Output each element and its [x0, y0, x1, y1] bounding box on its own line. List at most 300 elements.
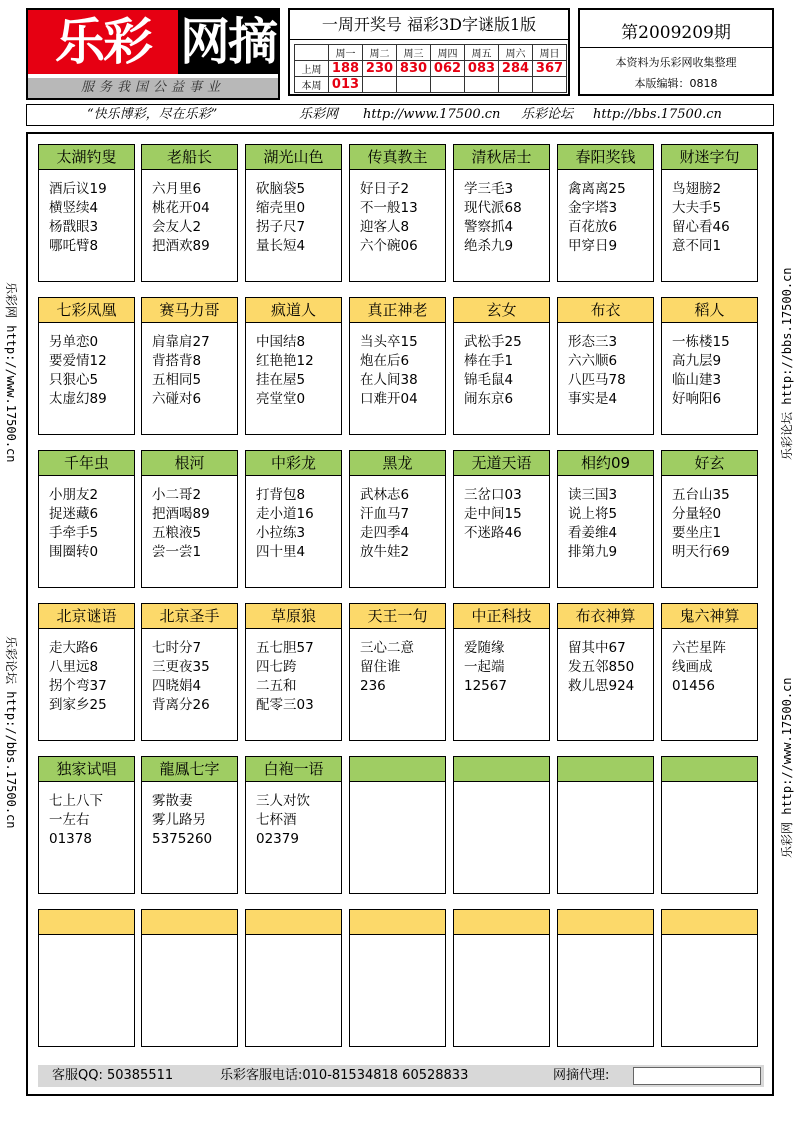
riddle-line [672, 1002, 757, 1021]
riddle-line [152, 964, 237, 983]
riddle-line: 五台山35 [672, 487, 730, 503]
side-text-left-bottom: 乐彩论坛 http://bbs.17500.cn [4, 636, 18, 829]
card-title: 无道天语 [454, 451, 549, 476]
customer-qq: 客服QQ: 50385511 [52, 1068, 174, 1083]
card-body [246, 935, 341, 1021]
customer-phone: 乐彩客服电话:010-81534818 60528833 [220, 1068, 469, 1083]
riddle-line [360, 811, 445, 830]
riddle-card [661, 144, 758, 282]
card-title [350, 757, 445, 782]
card-body [350, 935, 445, 1021]
riddle-card [453, 144, 550, 282]
card-body [142, 476, 237, 562]
riddle-line: 桃花开04 [152, 200, 210, 216]
riddle-line: 迎客人8 [360, 219, 410, 235]
riddle-card [661, 450, 758, 588]
draw-number: 013 [329, 77, 363, 93]
riddle-line [464, 811, 549, 830]
riddle-line: 形态三3 [568, 334, 618, 350]
card-title: 鬼六神算 [662, 604, 757, 629]
riddle-line: 学三毛3 [464, 181, 514, 197]
card-body [246, 476, 341, 562]
riddle-card [141, 144, 238, 282]
riddle-line: 缩壳里0 [256, 200, 306, 216]
card-body [39, 476, 134, 562]
riddle-line: 一起端 [464, 659, 505, 675]
card-body [142, 170, 237, 256]
card-body [558, 170, 653, 256]
riddle-line: 发五邻850 [568, 659, 635, 675]
riddle-line: 留心看46 [672, 219, 730, 235]
card-title: 黑龙 [350, 451, 445, 476]
riddle-line: 配零三03 [256, 697, 314, 713]
riddle-line [360, 696, 445, 715]
card-title [142, 910, 237, 935]
agent-field[interactable] [633, 1067, 761, 1085]
card-title [39, 910, 134, 935]
riddle-card [245, 144, 342, 282]
card-title: 真正神老 [350, 298, 445, 323]
riddle-line [672, 830, 757, 849]
riddle-card [557, 297, 654, 435]
card-body [142, 323, 237, 409]
riddle-card [557, 450, 654, 588]
riddle-line: 绝杀九9 [464, 238, 514, 254]
card-body [454, 323, 549, 409]
card-body [558, 323, 653, 409]
draw-title: 一周开奖号 福彩3D字谜版1版 [290, 10, 568, 40]
riddle-line [152, 945, 237, 964]
riddle-line [360, 983, 445, 1002]
riddle-card [245, 450, 342, 588]
card-body [39, 935, 134, 1021]
riddle-line: 拐个弯37 [49, 678, 107, 694]
riddle-line [464, 1002, 549, 1021]
card-body [246, 170, 341, 256]
riddle-line [360, 1002, 445, 1021]
riddle-line: 要爱情12 [49, 353, 107, 369]
riddle-line: 三人对饮 [256, 793, 310, 809]
weekday-cell: 周日 [533, 45, 567, 61]
riddle-line: 红艳艳12 [256, 353, 314, 369]
riddle-card [141, 450, 238, 588]
riddle-line [256, 964, 341, 983]
weekday-cell: 周五 [465, 45, 499, 61]
riddle-line: 中国结8 [256, 334, 306, 350]
riddle-line: 锦毛鼠4 [464, 372, 514, 388]
riddle-card [245, 603, 342, 741]
riddle-line: 走中间15 [464, 506, 522, 522]
riddle-line: 现代派68 [464, 200, 522, 216]
riddle-line [568, 849, 653, 868]
riddle-card [349, 144, 446, 282]
card-body [454, 935, 549, 1021]
riddle-line: 大夫手5 [672, 200, 722, 216]
card-body [350, 476, 445, 562]
draw-number [465, 77, 499, 93]
card-body [454, 170, 549, 256]
riddle-line: 金字塔3 [568, 200, 618, 216]
card-body [39, 323, 134, 409]
card-title: 赛马力哥 [142, 298, 237, 323]
riddle-line: 汗血马7 [360, 506, 410, 522]
riddle-card [141, 603, 238, 741]
issue-number: 第2009209期 [580, 18, 772, 48]
side-text-right-top: 乐彩论坛 http://bbs.17500.cn [780, 267, 794, 460]
draw-number [499, 77, 533, 93]
riddle-card [557, 909, 654, 1047]
riddle-line [464, 792, 549, 811]
riddle-line: 雾散妻 [152, 793, 193, 809]
card-title: 疯道人 [246, 298, 341, 323]
riddle-line: 好响阳6 [672, 391, 722, 407]
riddle-line: 意不同1 [672, 238, 722, 254]
riddle-line: 砍脑袋5 [256, 181, 306, 197]
riddle-line: 肩靠肩27 [152, 334, 210, 350]
card-title: 布衣神算 [558, 604, 653, 629]
riddle-line: 三心二意 [360, 640, 414, 656]
draw-number [397, 77, 431, 93]
card-title: 天王一句 [350, 604, 445, 629]
riddle-line: 留其中67 [568, 640, 626, 656]
riddle-line: 五粮液5 [152, 525, 202, 541]
riddle-card [245, 756, 342, 894]
riddle-line: 一栋楼15 [672, 334, 730, 350]
riddle-line: 会友人2 [152, 219, 202, 235]
riddle-card [661, 603, 758, 741]
riddle-line: 01378 [49, 831, 92, 847]
card-title [558, 910, 653, 935]
riddle-line: 一左右 [49, 812, 90, 828]
riddle-line: 分量轻0 [672, 506, 722, 522]
card-body [142, 935, 237, 1021]
editor-note: 本版编辑：0818 [634, 77, 718, 90]
riddle-line: 六个碗06 [360, 238, 418, 254]
riddle-line [672, 983, 757, 1002]
riddle-line [49, 1002, 134, 1021]
riddle-line: 尝一尝1 [152, 544, 202, 560]
riddle-card [349, 297, 446, 435]
draw-number: 230 [363, 61, 397, 77]
weekly-draw-panel [288, 8, 570, 96]
riddle-card [453, 756, 550, 894]
riddle-line: 背离分26 [152, 697, 210, 713]
card-body [39, 782, 134, 868]
riddle-card [349, 450, 446, 588]
site1-link[interactable]: http://www.17500.cn [363, 107, 501, 122]
draw-number [431, 77, 465, 93]
last-week-row [295, 61, 567, 77]
card-body [350, 170, 445, 256]
riddle-line: 七时分7 [152, 640, 202, 656]
card-body [662, 782, 757, 868]
riddle-line: 太虚幻89 [49, 391, 107, 407]
riddle-line [360, 945, 445, 964]
riddle-line: 小朋友2 [49, 487, 99, 503]
riddle-card [38, 297, 135, 435]
riddle-line [49, 945, 134, 964]
riddle-card [38, 756, 135, 894]
card-body [246, 629, 341, 715]
riddle-card [453, 297, 550, 435]
weekday-cell: 周二 [363, 45, 397, 61]
riddle-line: 放牛娃2 [360, 544, 410, 560]
logo-red-text: 乐彩 [28, 10, 178, 74]
card-body [246, 782, 341, 868]
draw-number: 367 [533, 61, 567, 77]
draw-number [533, 77, 567, 93]
card-title: 北京谜语 [39, 604, 134, 629]
card-title: 相约09 [558, 451, 653, 476]
logo [26, 8, 280, 100]
riddle-card [141, 909, 238, 1047]
riddle-line: 横竖续4 [49, 200, 99, 216]
riddle-line [568, 792, 653, 811]
card-title [662, 910, 757, 935]
riddle-line: 12567 [464, 678, 507, 694]
riddle-line [672, 964, 757, 983]
riddle-card [141, 756, 238, 894]
riddle-line [464, 983, 549, 1002]
riddle-line: 武松手25 [464, 334, 522, 350]
riddle-card [349, 909, 446, 1047]
card-body [350, 782, 445, 868]
riddle-line: 打背包8 [256, 487, 306, 503]
card-title: 老船长 [142, 145, 237, 170]
motto-quote: “快乐博彩，尽在乐彩” [87, 107, 218, 122]
card-title: 根河 [142, 451, 237, 476]
motto-bar [26, 104, 774, 126]
riddle-line [464, 543, 549, 562]
riddle-line [256, 1002, 341, 1021]
riddle-card [38, 450, 135, 588]
logo-black-text: 网摘 [178, 10, 278, 74]
riddle-line: 救儿思924 [568, 678, 635, 694]
weekday-cell: 周四 [431, 45, 465, 61]
riddle-line: 02379 [256, 831, 299, 847]
riddle-line: 量长短4 [256, 238, 306, 254]
riddle-line: 把酒欢89 [152, 238, 210, 254]
riddle-line [49, 849, 134, 868]
weekday-cell: 周六 [499, 45, 533, 61]
riddle-card [453, 909, 550, 1047]
riddle-card [661, 756, 758, 894]
card-title: 中正科技 [454, 604, 549, 629]
riddle-line: 七杯酒 [256, 812, 297, 828]
draw-number: 830 [397, 61, 431, 77]
riddle-card [453, 603, 550, 741]
riddle-line: 挂在屋5 [256, 372, 306, 388]
riddle-line: 六月里6 [152, 181, 202, 197]
site2-link[interactable]: http://bbs.17500.cn [593, 107, 722, 122]
riddle-line: 武林志6 [360, 487, 410, 503]
card-body [39, 629, 134, 715]
card-title: 好玄 [662, 451, 757, 476]
card-title: 玄女 [454, 298, 549, 323]
riddle-line: 走大路6 [49, 640, 99, 656]
riddle-line [152, 849, 237, 868]
riddle-grid [26, 132, 774, 1096]
this-week-label: 本周 [295, 77, 329, 93]
riddle-line [49, 983, 134, 1002]
riddle-line [464, 830, 549, 849]
card-body [558, 476, 653, 562]
riddle-line: 高九层9 [672, 353, 722, 369]
card-title: 北京圣手 [142, 604, 237, 629]
riddle-line: 看姜维4 [568, 525, 618, 541]
card-title: 太湖钓叟 [39, 145, 134, 170]
riddle-line: 四七跨 [256, 659, 297, 675]
riddle-line: 手牵手5 [49, 525, 99, 541]
riddle-line: 不一般13 [360, 200, 418, 216]
card-body [350, 629, 445, 715]
card-title [662, 757, 757, 782]
riddle-line: 好日子2 [360, 181, 410, 197]
card-title: 稻人 [662, 298, 757, 323]
riddle-line [568, 945, 653, 964]
riddle-line [152, 983, 237, 1002]
this-week-row [295, 77, 567, 93]
riddle-line [464, 849, 549, 868]
riddle-line: 炮在后6 [360, 353, 410, 369]
weekday-row [295, 45, 567, 61]
riddle-line: 小二哥2 [152, 487, 202, 503]
riddle-line [672, 811, 757, 830]
agent-label: 网摘代理: [553, 1068, 610, 1083]
card-title: 财迷字句 [662, 145, 757, 170]
riddle-line: 留住谁 [360, 659, 401, 675]
riddle-card [141, 297, 238, 435]
card-title: 布衣 [558, 298, 653, 323]
riddle-card [38, 144, 135, 282]
card-body [662, 476, 757, 562]
card-body [558, 782, 653, 868]
card-title: 湖光山色 [246, 145, 341, 170]
riddle-line: 要坐庄1 [672, 525, 722, 541]
riddle-line [360, 830, 445, 849]
riddle-line: 临山建3 [672, 372, 722, 388]
riddle-line: 杨戬眼3 [49, 219, 99, 235]
riddle-line: 口难开04 [360, 391, 418, 407]
riddle-line: 亮堂堂0 [256, 391, 306, 407]
card-body [142, 629, 237, 715]
riddle-line: 警察抓4 [464, 219, 514, 235]
riddle-line [568, 964, 653, 983]
riddle-line: 背搭背8 [152, 353, 202, 369]
source-note: 本资料为乐彩网收集整理 [615, 56, 737, 69]
riddle-line: 当头卒15 [360, 334, 418, 350]
card-body [39, 170, 134, 256]
card-body [662, 935, 757, 1021]
riddle-line: 六芒星阵 [672, 640, 726, 656]
riddle-card [349, 756, 446, 894]
riddle-card [661, 297, 758, 435]
riddle-line [672, 945, 757, 964]
riddle-line: 到家乡25 [49, 697, 107, 713]
card-body [454, 782, 549, 868]
riddle-line: 棒在手1 [464, 353, 514, 369]
riddle-line: 八里远8 [49, 659, 99, 675]
card-body [662, 170, 757, 256]
riddle-line [49, 964, 134, 983]
card-body [662, 323, 757, 409]
riddle-line: 二五和 [256, 678, 297, 694]
riddle-line: 线画成 [672, 659, 713, 675]
card-body [350, 323, 445, 409]
riddle-line [360, 849, 445, 868]
riddle-line: 走小道16 [256, 506, 314, 522]
card-body [558, 935, 653, 1021]
weekday-cell: 周一 [329, 45, 363, 61]
site1-name: 乐彩网 [299, 107, 339, 122]
card-body [558, 629, 653, 715]
riddle-line [256, 849, 341, 868]
card-title: 中彩龙 [246, 451, 341, 476]
draw-number: 083 [465, 61, 499, 77]
card-body [454, 476, 549, 562]
card-title: 白袍一语 [246, 757, 341, 782]
riddle-line: 爱随缘 [464, 640, 505, 656]
riddle-line: 排第九9 [568, 544, 618, 560]
riddle-line: 把酒喝89 [152, 506, 210, 522]
riddle-line [256, 983, 341, 1002]
draw-number: 062 [431, 61, 465, 77]
riddle-line: 事实是4 [568, 391, 618, 407]
riddle-line: 哪吒臂8 [49, 238, 99, 254]
riddle-card [557, 756, 654, 894]
riddle-line [568, 983, 653, 1002]
riddle-line [360, 792, 445, 811]
riddle-line: 百花放6 [568, 219, 618, 235]
riddle-line: 酒后议19 [49, 181, 107, 197]
riddle-line: 鸟翅膀2 [672, 181, 722, 197]
riddle-line: 在人间38 [360, 372, 418, 388]
riddle-card [245, 297, 342, 435]
issue-panel [578, 8, 774, 96]
riddle-card [557, 603, 654, 741]
riddle-line: 说上将5 [568, 506, 618, 522]
riddle-line [152, 1002, 237, 1021]
riddle-card [38, 909, 135, 1047]
riddle-line [256, 945, 341, 964]
riddle-line: 捉迷藏6 [49, 506, 99, 522]
riddle-line [568, 696, 653, 715]
riddle-line [464, 696, 549, 715]
riddle-line: 5375260 [152, 831, 213, 847]
site2-name: 乐彩论坛 [521, 107, 574, 122]
riddle-line: 四十里4 [256, 544, 306, 560]
riddle-line: 雾儿路另 [152, 812, 206, 828]
card-title: 传真教主 [350, 145, 445, 170]
card-title: 草原狼 [246, 604, 341, 629]
riddle-line: 明天行69 [672, 544, 730, 560]
card-title [454, 757, 549, 782]
card-title [246, 910, 341, 935]
riddle-line: 三岔口03 [464, 487, 522, 503]
last-week-label: 上周 [295, 61, 329, 77]
riddle-card [245, 909, 342, 1047]
weekday-cell: 周三 [397, 45, 431, 61]
riddle-line [360, 964, 445, 983]
card-title [454, 910, 549, 935]
card-title: 春阳奖钱 [558, 145, 653, 170]
riddle-line: 六碰对6 [152, 391, 202, 407]
riddle-line [672, 792, 757, 811]
riddle-card [453, 450, 550, 588]
riddle-line: 01456 [672, 678, 715, 694]
riddle-line: 小拉练3 [256, 525, 306, 541]
riddle-line: 三更夜35 [152, 659, 210, 675]
